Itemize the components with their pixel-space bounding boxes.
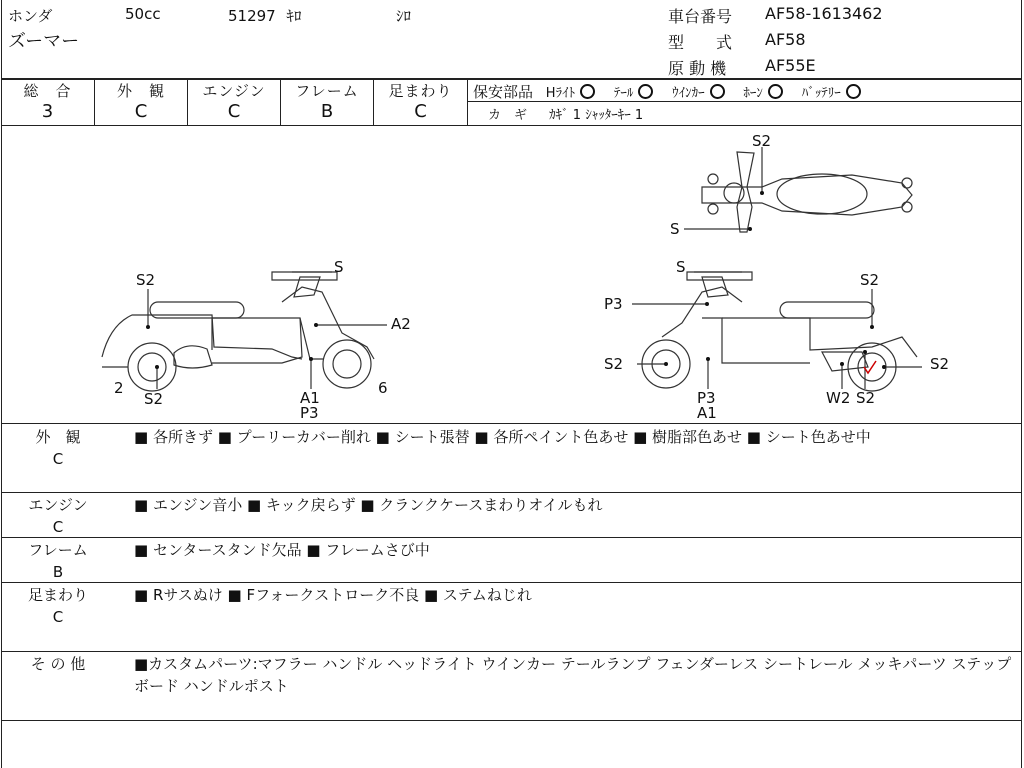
mark-left-a1: A1 bbox=[300, 389, 320, 407]
safety-item-headlight: Hﾗｲﾄ bbox=[546, 86, 595, 101]
mark-left-s2-wheel: S2 bbox=[144, 390, 164, 408]
maker-name: ホンダ bbox=[8, 7, 53, 25]
remark-category-suspension: 足まわり C bbox=[27, 586, 88, 626]
remarks-divider-1 bbox=[1, 492, 1022, 493]
mark-right-s-handle: S bbox=[676, 258, 686, 276]
grade-value-suspension: C bbox=[414, 101, 427, 122]
frame-number-label: 車台番号 bbox=[668, 7, 733, 26]
grade-label-overall: 総 合 bbox=[23, 82, 72, 100]
ok-circle-icon bbox=[638, 84, 653, 99]
odometer bbox=[228, 5, 302, 26]
mark-left-s-handle: S bbox=[334, 258, 344, 276]
mark-right-s2-rear: S2 bbox=[930, 355, 950, 373]
type-value: AF58 bbox=[765, 30, 806, 49]
remark-category-engine: エンジン C bbox=[28, 496, 88, 536]
top-view-scooter bbox=[702, 152, 912, 232]
odometer-unit: ｷﾛ bbox=[286, 7, 302, 25]
remark-category-frame: フレーム B bbox=[28, 541, 88, 581]
remark-text-other: ■カスタムパーツ:マフラー ハンドル ヘッドライト ウインカー テールランプ フェンダーレス シートレール メッキパーツ ステップボード ハンドルポスト bbox=[134, 655, 1012, 695]
ok-circle-icon bbox=[710, 84, 725, 99]
leader-lines bbox=[148, 147, 922, 389]
key-label: カ ギ bbox=[488, 108, 528, 123]
engine-label: 原 動 機 bbox=[668, 59, 727, 78]
damage-diagram bbox=[2, 127, 1022, 423]
mark-left-a2: A2 bbox=[391, 315, 411, 333]
safety-label: 保安部品 bbox=[473, 83, 534, 101]
safety-item-battery: ﾊﾞｯﾃﾘｰ bbox=[802, 86, 861, 101]
remarks-divider-4 bbox=[1, 651, 1022, 652]
safety-item-taillight: ﾃｰﾙ bbox=[614, 86, 654, 101]
remarks-divider-2 bbox=[1, 537, 1022, 538]
grade-value-exterior: C bbox=[134, 101, 148, 122]
body-color: ｼﾛ bbox=[396, 7, 412, 25]
displacement: 50cc bbox=[125, 5, 161, 23]
remarks-divider-5 bbox=[1, 720, 1022, 721]
grade-value-engine: C bbox=[227, 101, 241, 122]
diagram-bottom-divider bbox=[1, 423, 1022, 424]
remark-text-engine: ■ エンジン音小 ■ キック戻らず ■ クランクケースまわりオイルもれ bbox=[134, 496, 603, 514]
odometer-value: 51297 bbox=[228, 7, 276, 25]
mark-right-p3-top: P3 bbox=[604, 295, 623, 313]
grade-col-divider-5 bbox=[467, 79, 468, 125]
grade-value-frame: B bbox=[320, 101, 334, 122]
grade-label-exterior: 外 観 bbox=[116, 82, 165, 100]
ok-circle-icon bbox=[768, 84, 783, 99]
ok-circle-icon bbox=[580, 84, 595, 99]
grade-label-engine: エンジン bbox=[202, 82, 266, 100]
mark-left-6: 6 bbox=[378, 379, 388, 397]
mark-top-s: S bbox=[670, 220, 680, 238]
mark-left-s2-seat: S2 bbox=[136, 271, 156, 289]
remark-category-other: そ の 他 bbox=[30, 655, 86, 673]
mark-right-s2-seat: S2 bbox=[860, 271, 880, 289]
mark-right-w2: W2 bbox=[826, 389, 851, 407]
grade-value-overall: 3 bbox=[41, 101, 54, 122]
mark-left-p3: P3 bbox=[300, 404, 319, 422]
key-row bbox=[488, 104, 643, 123]
ok-circle-icon bbox=[846, 84, 861, 99]
safety-item-horn: ﾎｰﾝ bbox=[743, 86, 783, 101]
remark-text-exterior: ■ 各所きず ■ プーリーカバー削れ ■ シート張替 ■ 各所ペイント色あせ ■ 樹脂部色あせ ■ シート色あせ中 bbox=[134, 428, 871, 446]
frame-number: AF58-1613462 bbox=[765, 4, 883, 23]
mark-right-a1: A1 bbox=[697, 404, 717, 422]
left-view-scooter bbox=[102, 272, 374, 391]
grade-label-suspension: 足まわり bbox=[388, 82, 453, 100]
model-name: ズーマー bbox=[8, 31, 80, 52]
right-view-scooter bbox=[642, 272, 917, 391]
remark-text-frame: ■ センタースタンド欠品 ■ フレームさび中 bbox=[134, 541, 430, 559]
type-label: 型 式 bbox=[668, 33, 733, 52]
remarks-divider-3 bbox=[1, 582, 1022, 583]
mark-top-s2: S2 bbox=[752, 132, 772, 150]
grades-bottom-divider bbox=[1, 125, 1022, 126]
safety-row bbox=[473, 81, 861, 102]
key-value: ｶｷﾞ 1 ｼｬｯﾀｰｷｰ 1 bbox=[549, 108, 644, 123]
mark-right-s2-front-wheel: S2 bbox=[604, 355, 624, 373]
safety-item-winker: ｳｲﾝｶｰ bbox=[672, 86, 725, 101]
remark-category-exterior: 外 観 C bbox=[35, 428, 81, 468]
mark-right-s2-bottom: S2 bbox=[856, 389, 876, 407]
engine-value: AF55E bbox=[765, 56, 816, 75]
mark-left-2: 2 bbox=[114, 379, 124, 397]
grade-label-frame: フレーム bbox=[295, 82, 359, 100]
mark-right-p3-bottom: P3 bbox=[697, 389, 716, 407]
remark-text-suspension: ■ Rサスぬけ ■ Fフォークストローク不良 ■ ステムねじれ bbox=[134, 586, 532, 604]
